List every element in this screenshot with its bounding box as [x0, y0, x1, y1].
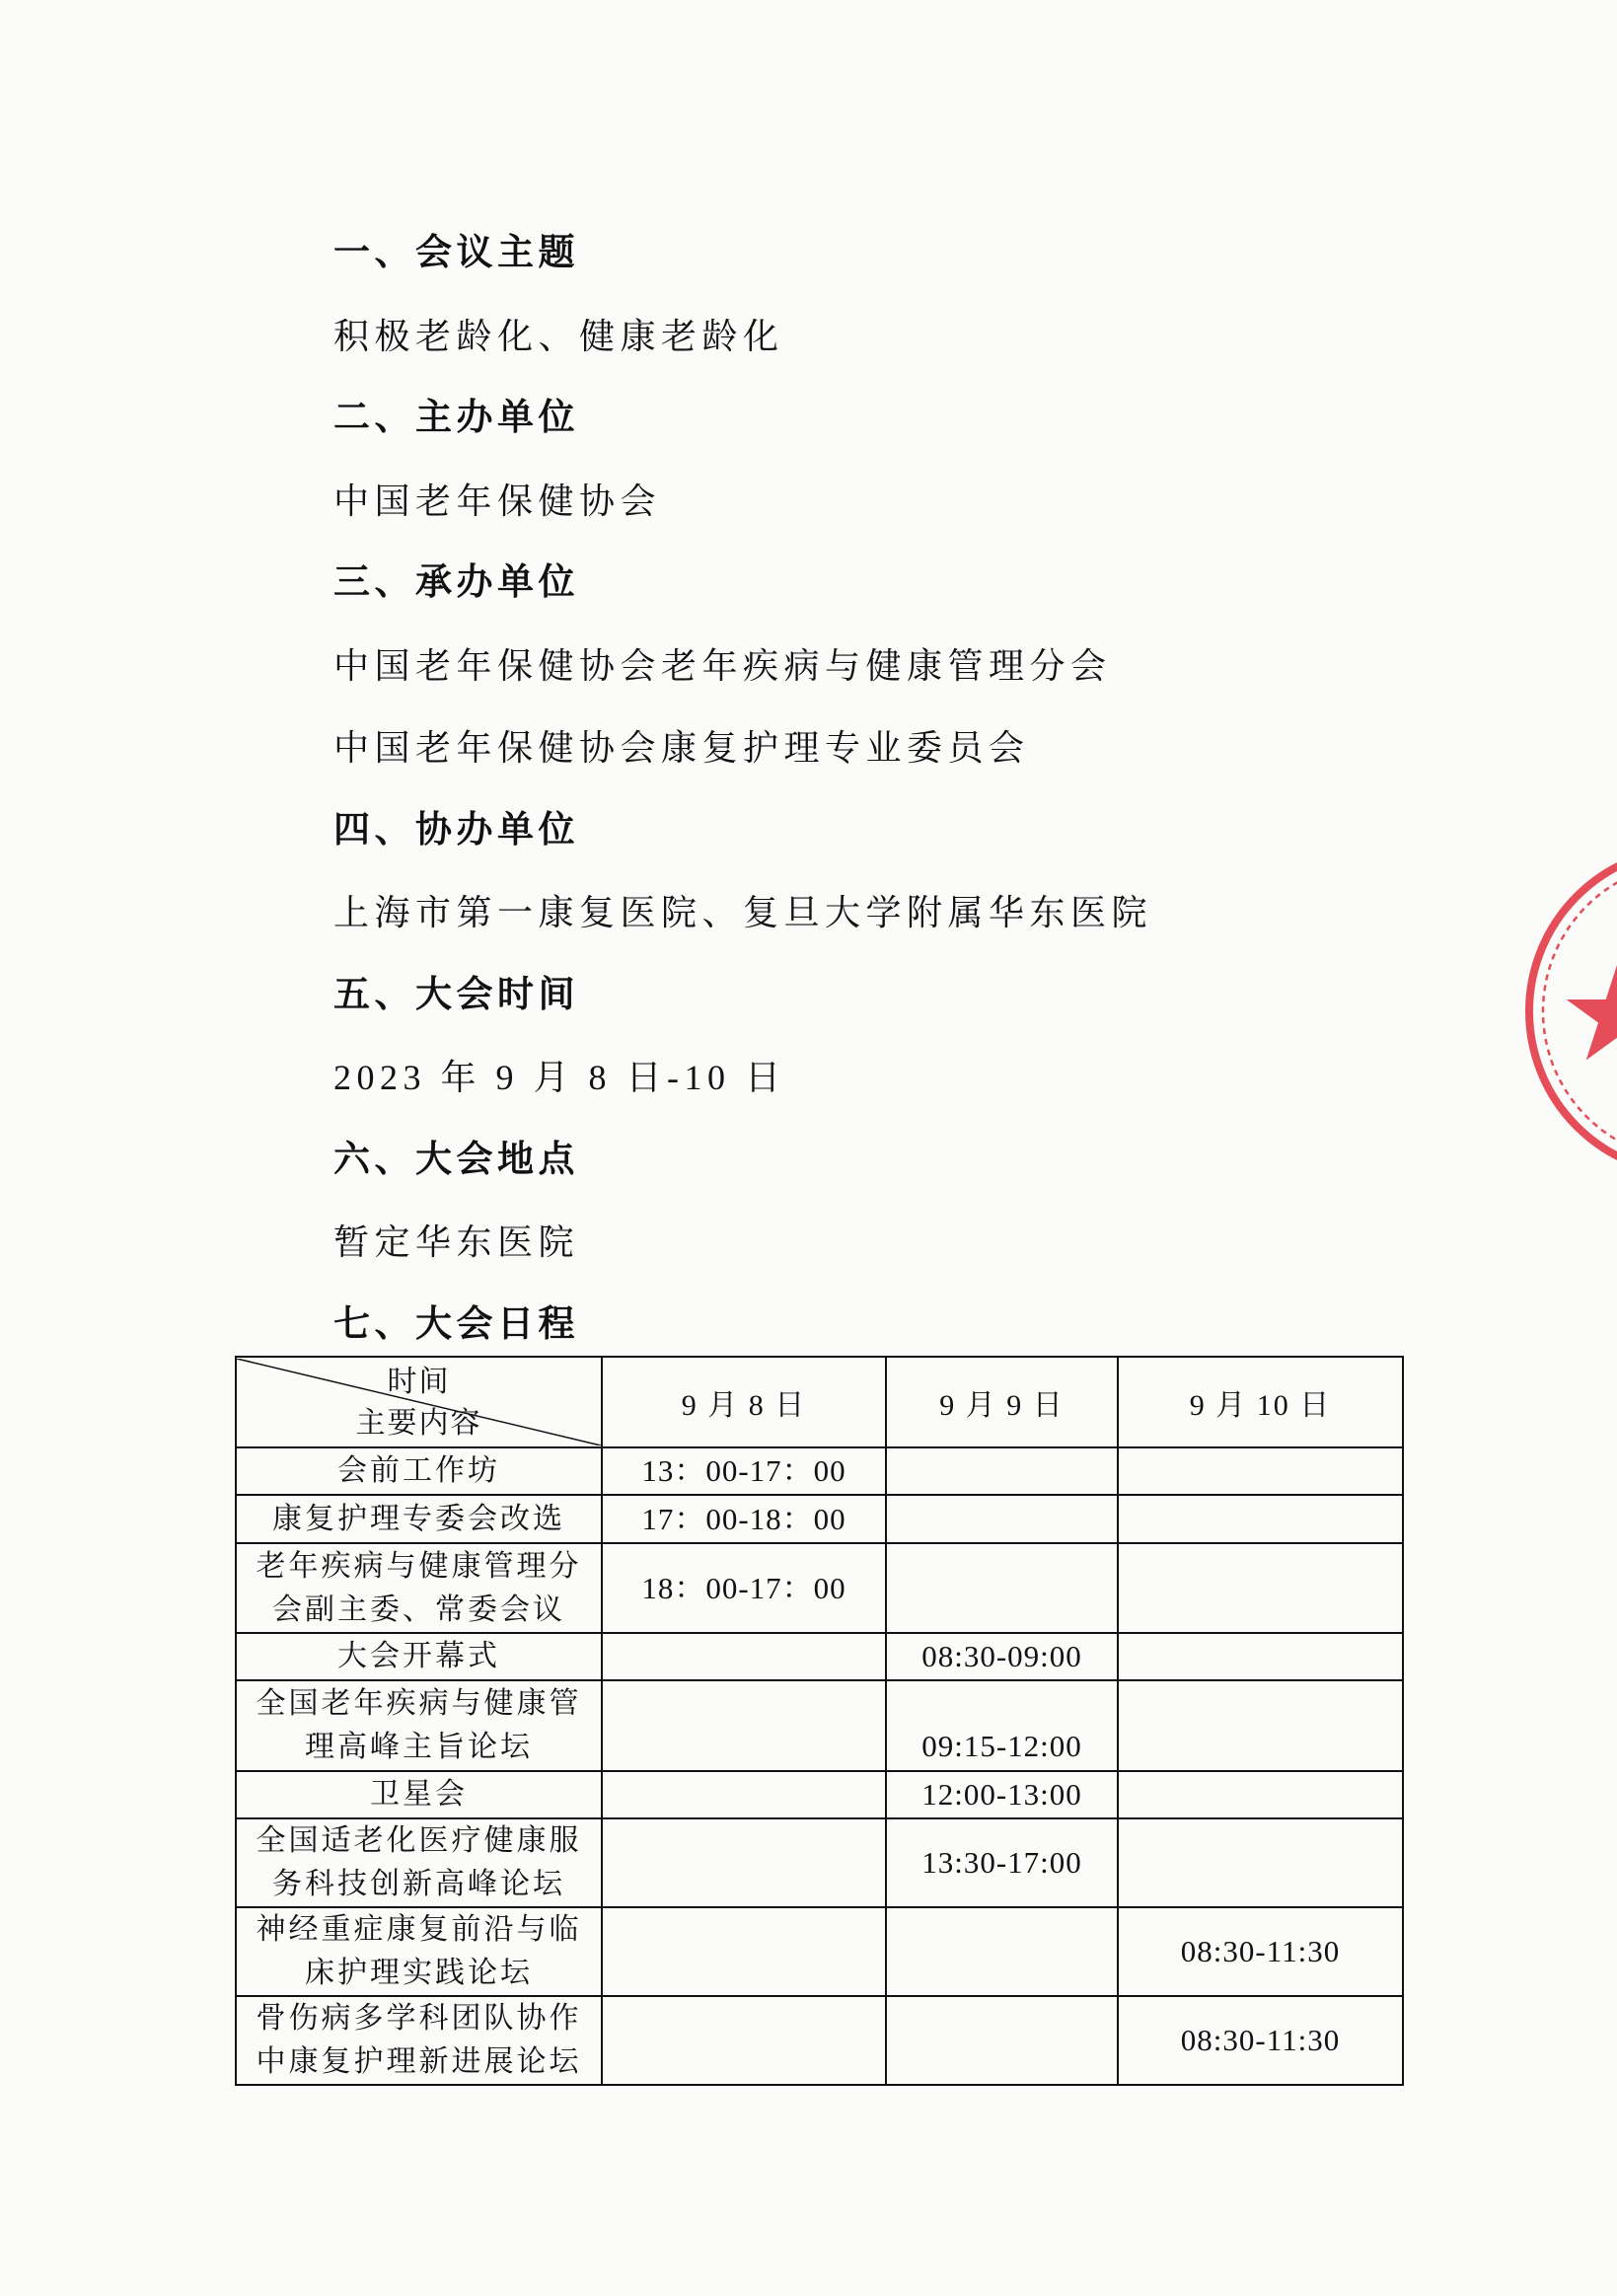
empty-cell [886, 1996, 1118, 2085]
empty-cell [602, 1680, 886, 1771]
table-header-row [236, 1357, 1403, 1447]
day-header: 9 月 8 日 [602, 1357, 886, 1447]
notice-body [333, 222, 1152, 1357]
table-row [236, 1771, 1403, 1818]
time-cell: 08:30-09:00 [886, 1633, 1118, 1680]
row-label-cell [236, 1633, 602, 1680]
section-heading-time: 五、大会时间 [333, 974, 579, 1015]
theme-text: 积极老龄化、健康老龄化 [333, 316, 784, 356]
table-row [236, 1996, 1403, 2085]
table-row [236, 1818, 1403, 1907]
section-heading-organizers: 三、承办单位 [333, 562, 579, 603]
row-label-cell [236, 1818, 602, 1907]
row-label: 康复护理专委会改选 [272, 1502, 565, 1535]
row-label-cell [236, 1495, 602, 1543]
table-row [236, 1680, 1403, 1771]
empty-cell [1118, 1633, 1403, 1680]
row-label: 卫星会 [370, 1778, 468, 1811]
time-cell: 18：00-17：00 [602, 1543, 886, 1633]
row-label-cell [236, 1447, 602, 1495]
row-label: 骨伤病多学科团队协作中康复护理新进展论坛 [256, 2002, 582, 2078]
time-cell: 09:15-12:00 [886, 1680, 1118, 1771]
row-label-cell [236, 1907, 602, 1996]
empty-cell [1118, 1680, 1403, 1771]
empty-cell [1118, 1771, 1403, 1818]
organizer-item: 中国老年保健协会老年疾病与健康管理分会 [333, 645, 1112, 686]
empty-cell [1118, 1447, 1403, 1495]
row-label: 老年疾病与健康管理分会副主委、常委会议 [256, 1549, 582, 1626]
row-label: 大会开幕式 [337, 1640, 500, 1672]
section-heading-co-organizer: 四、协办单位 [333, 809, 579, 851]
conference-date: 2023 年 9 月 8 日-10 日 [333, 1058, 786, 1097]
empty-cell [602, 1771, 886, 1818]
empty-cell [602, 1996, 886, 2085]
time-cell: 12:00-13:00 [886, 1771, 1118, 1818]
row-label-cell [236, 1996, 602, 2085]
table-row [236, 1495, 1403, 1543]
empty-cell [1118, 1495, 1403, 1543]
empty-cell [602, 1633, 886, 1680]
corner-label-time: 时间 [387, 1366, 451, 1398]
time-cell: 17：00-18：00 [602, 1495, 886, 1543]
official-seal [1509, 809, 1617, 1184]
schedule-table [235, 1356, 1404, 2086]
table-row [236, 1447, 1403, 1495]
day-header: 9 月 10 日 [1118, 1357, 1403, 1447]
empty-cell [602, 1907, 886, 1996]
empty-cell [886, 1447, 1118, 1495]
table-row [236, 1543, 1403, 1633]
empty-cell [602, 1818, 886, 1907]
corner-label-content: 主要内容 [355, 1407, 482, 1440]
empty-cell [1118, 1543, 1403, 1633]
table-row [236, 1907, 1403, 1996]
empty-cell [1118, 1818, 1403, 1907]
time-cell: 13：00-17：00 [602, 1447, 886, 1495]
row-label-cell [236, 1680, 602, 1771]
section-heading-schedule: 七、大会日程 [333, 1303, 579, 1345]
co-organizer-text: 上海市第一康复医院、复旦大学附属华东医院 [333, 893, 1153, 932]
time-cell: 13:30-17:00 [886, 1818, 1118, 1907]
empty-cell [886, 1495, 1118, 1543]
empty-cell [886, 1543, 1118, 1633]
row-label-cell [236, 1543, 602, 1633]
time-cell: 08:30-11:30 [1118, 1996, 1403, 2085]
row-label: 全国老年疾病与健康管理高峰主旨论坛 [256, 1687, 582, 1763]
table-row [236, 1633, 1403, 1680]
venue-text: 暂定华东医院 [333, 1222, 580, 1262]
row-label-cell [236, 1771, 602, 1818]
section-heading-host: 二、主办单位 [333, 398, 579, 438]
seal-star-icon [1567, 962, 1617, 1061]
host-organization: 中国老年保健协会 [333, 481, 662, 521]
time-cell: 08:30-11:30 [1118, 1907, 1403, 1996]
row-label: 全国适老化医疗健康服务科技创新高峰论坛 [256, 1824, 582, 1900]
row-label: 会前工作坊 [337, 1454, 500, 1487]
section-heading-theme: 一、会议主题 [333, 233, 579, 273]
corner-cell [236, 1357, 602, 1447]
empty-cell [886, 1907, 1118, 1996]
organizer-item: 中国老年保健协会康复护理专业委员会 [333, 728, 1030, 768]
row-label: 神经重症康复前沿与临床护理实践论坛 [256, 1913, 582, 1989]
section-heading-venue: 六、大会地点 [333, 1139, 579, 1180]
day-header: 9 月 9 日 [886, 1357, 1118, 1447]
corner-cell-content [237, 1359, 601, 1445]
